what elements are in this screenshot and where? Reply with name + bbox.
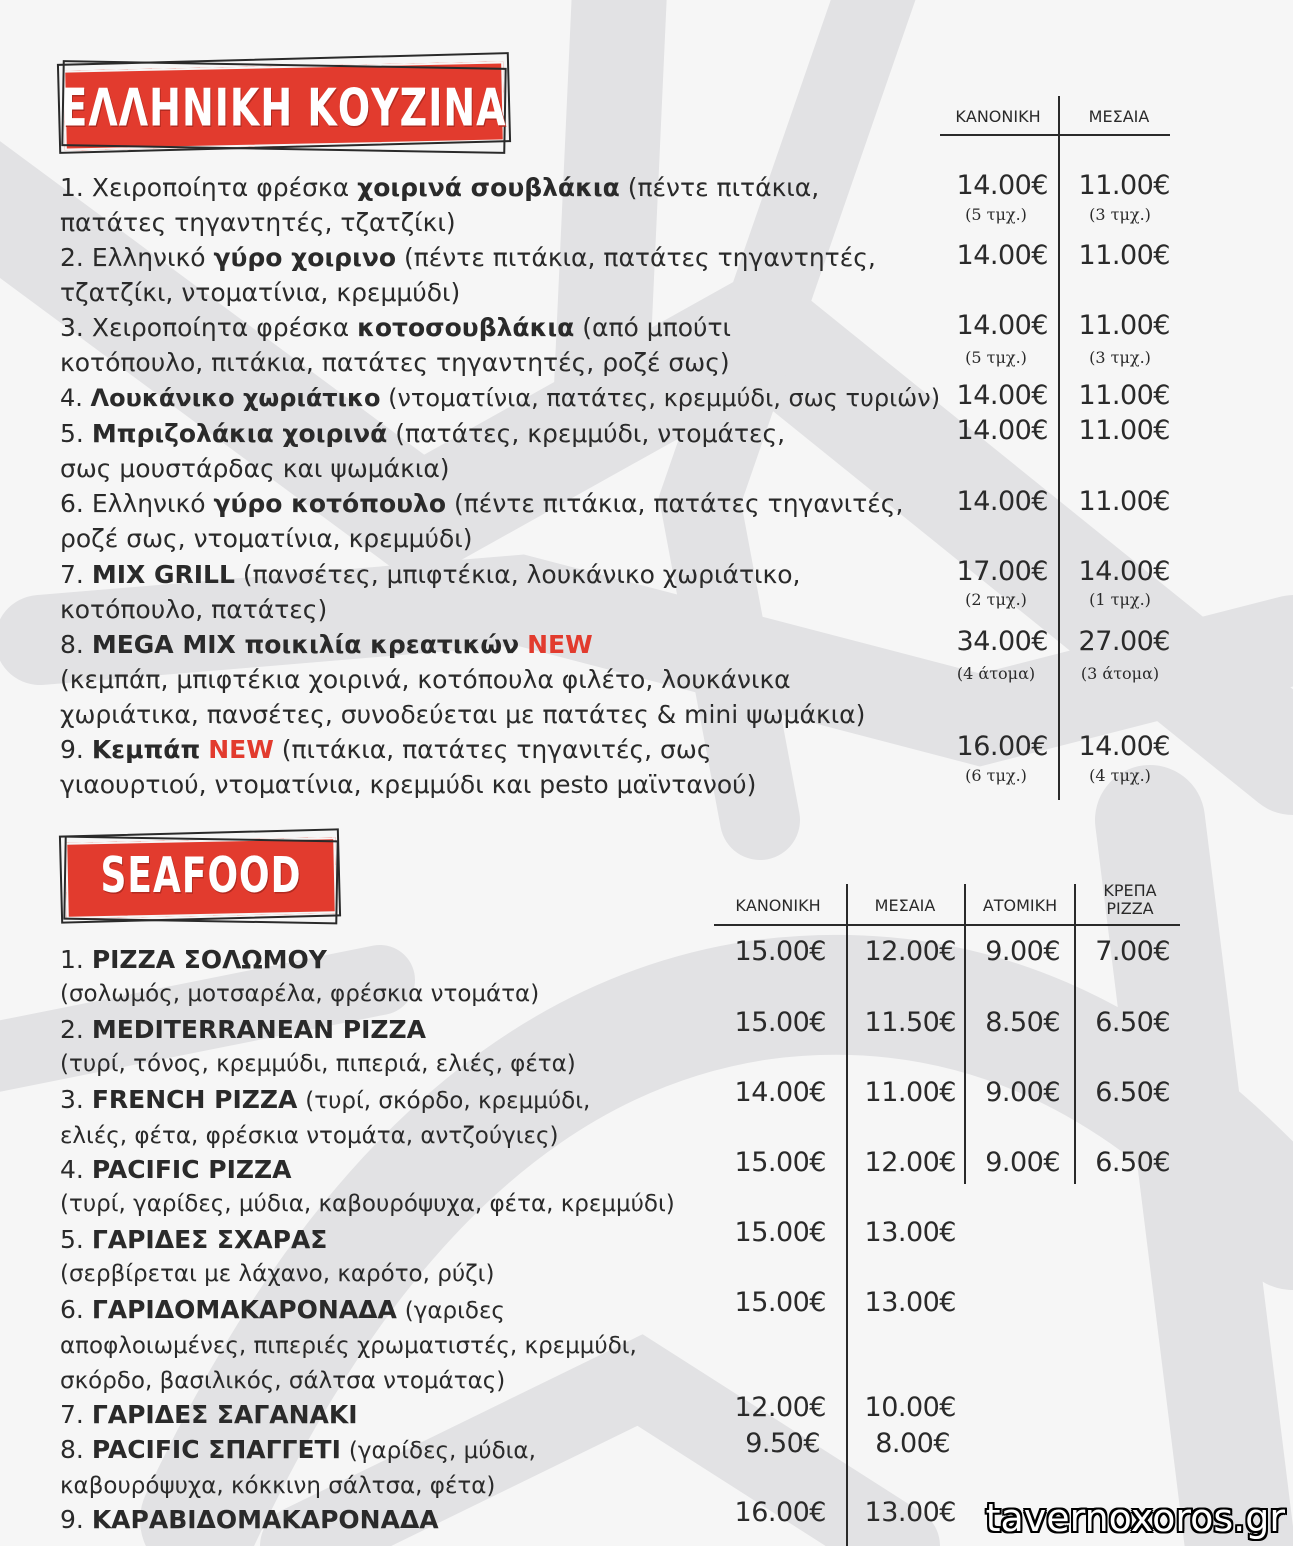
greek-price-1-regular: 14.00€ — [956, 170, 1048, 201]
seafood-price-4-regular: 15.00€ — [734, 1147, 826, 1178]
seafood-price-7-regular: 12.00€ — [734, 1392, 826, 1423]
seafood-price-8-regular: 9.50€ — [745, 1428, 820, 1459]
greek-col-regular: ΚΑΝΟΝΙΚΗ — [955, 107, 1041, 126]
seafood-item-3: 3. FRENCH PIZZA (τυρί, σκόρδο, κρεμμύδι, ελιές, φέτα, φρέσκια ντομάτα, αντζούγιες) — [60, 1085, 591, 1149]
seafood-price-5-medium: 13.00€ — [864, 1217, 956, 1248]
seafood-divider-1 — [846, 884, 848, 1546]
greek-price-2-medium: 11.00€ — [1078, 240, 1170, 271]
greek-note-1-medium: (3 τμχ.) — [1089, 205, 1151, 224]
greek-price-9-medium: 14.00€ — [1078, 731, 1170, 762]
greek-item-8: 8. MEGA MIX ποικιλία κρεατικών NEW (κεμπάπ, μπιφτέκια χοιρινά, κοτόπουλα φιλέτο, λουκάνικα χωριάτικα, πανσέτες, συνοδεύεται με πατάτες & mini ψωμάκια) — [60, 630, 866, 729]
greek-price-9-regular: 16.00€ — [956, 731, 1048, 762]
greek-item-4: 4. Λουκάνικο χωριάτικο (ντοματίνια, πατάτες, κρεμμύδι, σως τυριών) — [60, 384, 941, 412]
seafood-price-1-crepe: 7.00€ — [1095, 936, 1170, 967]
seafood-price-6-regular: 15.00€ — [734, 1287, 826, 1318]
seafood-price-4-crepe: 6.50€ — [1095, 1147, 1170, 1178]
greek-item-2: 2. Ελληνικό γύρο χοιρινο (πέντε πιτάκια, πατάτες τηγαντητές, τζατζίκι, ντοματίνια, κρεμμύδι) — [60, 243, 876, 307]
greek-price-7-medium: 14.00€ — [1078, 556, 1170, 587]
greek-price-7-regular: 17.00€ — [956, 556, 1048, 587]
greek-price-2-regular: 14.00€ — [956, 240, 1048, 271]
greek-item-3: 3. Χειροποίητα φρέσκα κοτοσουβλάκια (από μπούτι κοτόπουλο, πιτάκια, πατάτες τηγαντητές, ροζέ σως) — [60, 313, 731, 377]
greek-note-8-regular: (4 άτομα) — [956, 664, 1036, 683]
site-watermark: tavernoxoros.gr — [985, 1496, 1285, 1540]
seafood-price-3-single: 9.00€ — [985, 1077, 1060, 1108]
greek-price-3-regular: 14.00€ — [956, 310, 1048, 341]
greek-note-9-regular: (6 τμχ.) — [965, 766, 1027, 785]
greek-section-title: ΕΛΛΗΝΙΚΗ ΚΟΥΖΙΝΑ — [61, 78, 507, 138]
seafood-section-header — [60, 826, 342, 926]
seafood-section-title: SEAFOOD — [100, 848, 302, 905]
greek-item-5: 5. Μπριζολάκια χοιρινά (πατάτες, κρεμμύδι, ντομάτες, σως μουστάρδας και ψωμάκια) — [60, 419, 786, 483]
seafood-item-1: 1. PIZZA ΣΟΛΩΜΟΥ (σολωμός, μοτσαρέλα, φρέσκια ντομάτα) — [60, 945, 540, 1007]
greek-price-1-medium: 11.00€ — [1078, 170, 1170, 201]
seafood-price-1-single: 9.00€ — [985, 936, 1060, 967]
greek-item-9: 9. Κεμπάπ NEW (πιτάκια, πατάτες τηγανιτές, σως γιαουρτιού, ντοματίνια, κρεμμύδι και pesto μαϊντανού) — [60, 735, 757, 799]
greek-price-6-medium: 11.00€ — [1078, 486, 1170, 517]
seafood-price-5-regular: 15.00€ — [734, 1217, 826, 1248]
greek-note-9-medium: (4 τμχ.) — [1089, 766, 1151, 785]
greek-item-1: 1. Χειροποίητα φρέσκα χοιρινά σουβλάκια (πέντε πιτάκια, πατάτες τηγαντητές, τζατζίκι) — [60, 173, 820, 237]
seafood-price-3-regular: 14.00€ — [734, 1077, 826, 1108]
greek-note-1-regular: (5 τμχ.) — [965, 205, 1027, 224]
seafood-col-regular: ΚΑΝΟΝΙΚΗ — [735, 896, 821, 915]
seafood-price-8-medium: 8.00€ — [875, 1428, 950, 1459]
seafood-price-2-crepe: 6.50€ — [1095, 1007, 1170, 1038]
seafood-price-1-regular: 15.00€ — [734, 936, 826, 967]
seafood-col-crepe: ΚΡΕΠΑ PIZZA — [1103, 881, 1157, 918]
seafood-col-single: ΑΤΟΜΙΚΗ — [982, 896, 1058, 915]
greek-header-rule — [940, 134, 1170, 136]
seafood-header-rule — [714, 924, 1180, 926]
seafood-item-8: 8. PACIFIC ΣΠΑΓΓΕΤΙ (γαρίδες, μύδια, καβουρόψυχα, κόκκινη σάλτσα, φέτα) — [60, 1435, 536, 1499]
seafood-item-5: 5. ΓΑΡΙΔΕΣ ΣΧΑΡΑΣ (σερβίρεται με λάχανο, καρότο, ρύζι) — [60, 1225, 495, 1287]
seafood-col-medium: ΜΕΣΑΙΑ — [874, 896, 936, 915]
seafood-price-3-medium: 11.00€ — [864, 1077, 956, 1108]
greek-price-3-medium: 11.00€ — [1078, 310, 1170, 341]
seafood-price-9-regular: 16.00€ — [734, 1497, 826, 1528]
greek-note-3-medium: (3 τμχ.) — [1089, 348, 1151, 367]
seafood-price-2-medium: 11.50€ — [864, 1007, 956, 1038]
greek-price-5-regular: 14.00€ — [956, 415, 1048, 446]
seafood-price-3-crepe: 6.50€ — [1095, 1077, 1170, 1108]
greek-note-3-regular: (5 τμχ.) — [965, 348, 1027, 367]
seafood-price-4-medium: 12.00€ — [864, 1147, 956, 1178]
seafood-price-1-medium: 12.00€ — [864, 936, 956, 967]
greek-price-5-medium: 11.00€ — [1078, 415, 1170, 446]
greek-price-6-regular: 14.00€ — [956, 486, 1048, 517]
greek-item-6: 6. Ελληνικό γύρο κοτόπουλο (πέντε πιτάκια, πατάτες τηγανιτές, ροζέ σως, ντοματίνια, κρεμμύδι) — [60, 489, 904, 553]
greek-price-8-regular: 34.00€ — [956, 626, 1048, 657]
seafood-item-2: 2. MEDITERRANEAN PIZZA (τυρί, τόνος, κρεμμύδι, πιπεριά, ελιές, φέτα) — [60, 1015, 576, 1077]
greek-item-7: 7. MIX GRILL (πανσέτες, μπιφτέκια, λουκάνικο χωριάτικο, κοτόπουλο, πατάτες) — [60, 560, 801, 624]
greek-column-divider — [1058, 96, 1060, 800]
greek-price-8-medium: 27.00€ — [1078, 626, 1170, 657]
greek-price-4-medium: 11.00€ — [1078, 380, 1170, 411]
greek-note-7-medium: (1 τμχ.) — [1089, 590, 1151, 609]
seafood-item-9: 9. ΚΑΡΑΒΙΔΟΜΑΚΑΡΟΝΑΔΑ — [60, 1505, 439, 1534]
greek-note-7-regular: (2 τμχ.) — [965, 590, 1027, 609]
seafood-price-9-medium: 13.00€ — [864, 1497, 956, 1528]
greek-note-8-medium: (3 άτομα) — [1080, 664, 1160, 683]
greek-price-4-regular: 14.00€ — [956, 380, 1048, 411]
seafood-price-2-single: 8.50€ — [985, 1007, 1060, 1038]
seafood-price-7-medium: 10.00€ — [864, 1392, 956, 1423]
seafood-item-6: 6. ΓΑΡΙΔΟΜΑΚΑΡΟΝΑΔΑ (γαριδες αποφλοιωμένες, πιπεριές χρωματιστές, κρεμμύδι, σκόρδο, βασιλικός, σάλτσα ντομάτας) — [60, 1295, 637, 1394]
seafood-item-7: 7. ΓΑΡΙΔΕΣ ΣΑΓΑΝΑΚΙ — [60, 1400, 358, 1429]
seafood-item-4: 4. PACIFIC PIZZA (τυρί, γαρίδες, μύδια, καβουρόψυχα, φέτα, κρεμμύδι) — [60, 1155, 675, 1217]
greek-section-header — [58, 48, 510, 158]
seafood-price-2-regular: 15.00€ — [734, 1007, 826, 1038]
seafood-price-6-medium: 13.00€ — [864, 1287, 956, 1318]
seafood-price-4-single: 9.00€ — [985, 1147, 1060, 1178]
greek-col-medium: ΜΕΣΑΙΑ — [1088, 107, 1150, 126]
